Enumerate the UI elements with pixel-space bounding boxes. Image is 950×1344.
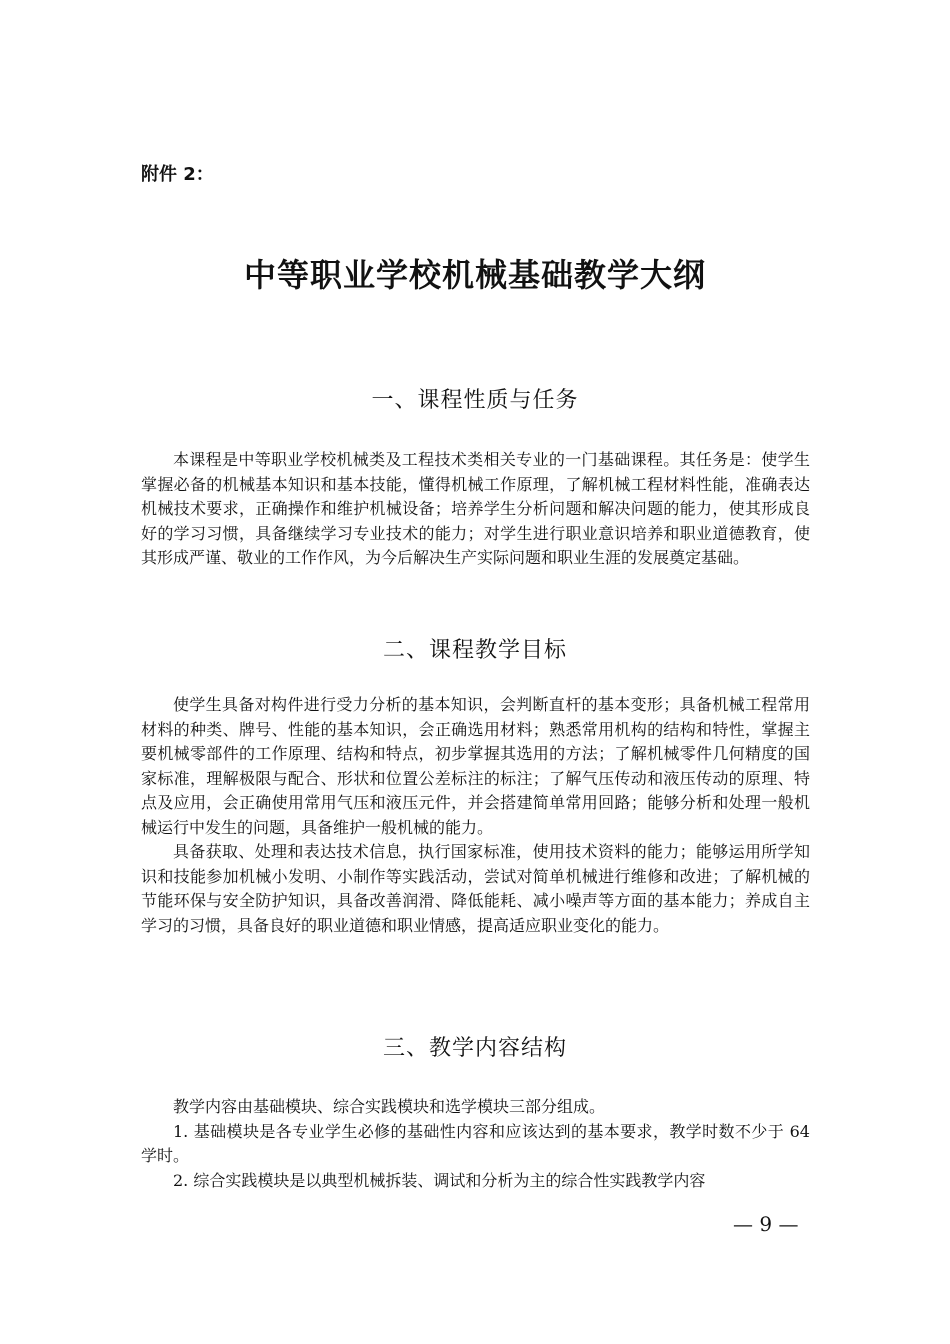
section-heading-2: 二、课程教学目标 [382, 638, 567, 663]
paragraph: 本课程是中等职业学校机械类及工程技术类相关专业的一门基础课程。其任务是：使学生掌握必备的机械基本知识和基本技能，懂得机械工作原理，了解机械工程材料性能，准确表达机械技术要求，正确操作和维护机械设备；培养学生分析问题和解决问题的能力，使其形成良好的学习习惯，具备继续学习专业技术的能力；对学生进行职业意识培养和职业道德教育，使其形成严谨、敬业的工作作风，为今后解决生产实际问题和职业生涯的发展奠定基础。 [141, 450, 810, 567]
section-heading-1: 一、课程性质与任务 [371, 388, 579, 413]
paragraph: 2. 综合实践模块是以典型机械拆装、调试和分析为主的综合性实践教学内容 [173, 1170, 706, 1190]
paragraph: 具备获取、处理和表达技术信息，执行国家标准，使用技术资料的能力；能够运用所学知识和技能参加机械小发明、小制作等实践活动，尝试对简单机械进行维修和改进；了解机械的节能环保与安全防护知识，具备改善润滑、降低能耗、减小噪声等方面的基本能力；养成自主学习的习惯，具备良好的职业道德和职业情感，提高适应职业变化的能力。 [141, 842, 810, 935]
attachment-label: 附件 2： [141, 164, 214, 185]
paragraph: 1. 基础模块是各专业学生必修的基础性内容和应该达到的基本要求，教学时数不少于 64 学时。 [141, 1121, 810, 1165]
paragraph: 教学内容由基础模块、综合实践模块和选学模块三部分组成。 [173, 1097, 606, 1116]
page-number: — 9 — [733, 1212, 799, 1236]
section-heading-3: 三、教学内容结构 [382, 1036, 567, 1061]
section-body-1 [141, 448, 810, 571]
section-body-3 [141, 1095, 810, 1193]
document-title: 中等职业学校机械基础教学大纲 [243, 256, 706, 294]
section-body-2 [141, 693, 810, 938]
paragraph: 使学生具备对构件进行受力分析的基本知识，会判断直杆的基本变形；具备机械工程常用材料的种类、牌号、性能的基本知识，会正确选用材料；熟悉常用机构的结构和特性，掌握主要机械零部件的工作原理、结构和特点，初步掌握其选用的方法；了解机械零件几何精度的国家标准，理解极限与配合、形状和位置公差标注的标注；了解气压传动和液压传动的原理、特点及应用，会正确使用常用气压和液压元件，并会搭建简单常用回路；能够分析和处理一般机械运行中发生的问题，具备维护一般机械的能力。 [141, 695, 810, 837]
